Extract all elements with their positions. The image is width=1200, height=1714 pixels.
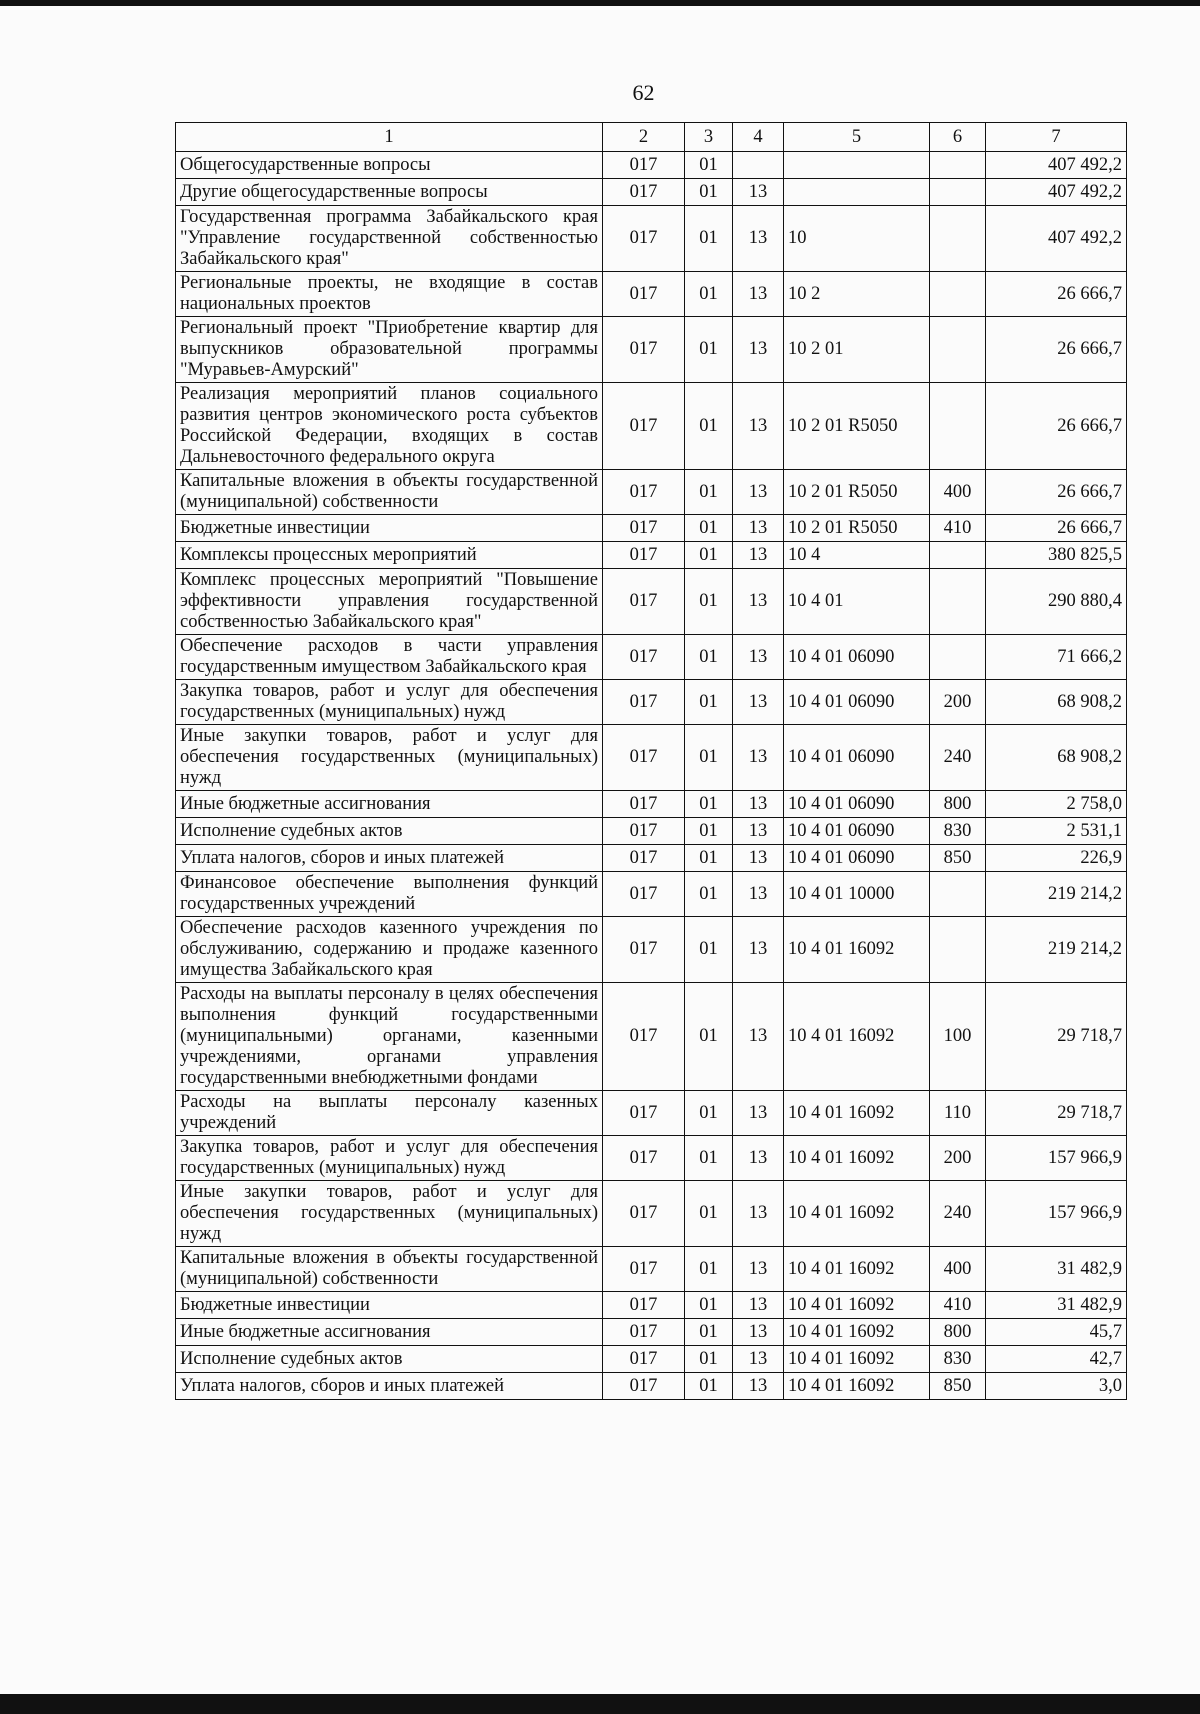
table-row bbox=[176, 383, 1127, 470]
row-name: Бюджетные инвестиции bbox=[176, 515, 603, 542]
table-row bbox=[176, 1181, 1127, 1247]
row-name: Комплекс процессных мероприятий "Повышение эффективности управления государственной собственностью Забайкальского края" bbox=[176, 569, 603, 635]
cell-code-4: 13 bbox=[733, 1292, 784, 1319]
cell-code-2: 017 bbox=[603, 1319, 685, 1346]
row-name: Капитальные вложения в объекты государственной (муниципальной) собственности bbox=[176, 470, 603, 515]
cell-code-4: 13 bbox=[733, 317, 784, 383]
cell-code-5: 10 4 01 10000 bbox=[784, 872, 930, 917]
cell-code-2: 017 bbox=[603, 542, 685, 569]
cell-amount: 29 718,7 bbox=[986, 1091, 1127, 1136]
header-col-6: 6 bbox=[930, 123, 986, 152]
table-row bbox=[176, 1319, 1127, 1346]
cell-amount: 157 966,9 bbox=[986, 1181, 1127, 1247]
cell-code-6 bbox=[930, 569, 986, 635]
cell-code-5: 10 4 01 06090 bbox=[784, 791, 930, 818]
cell-code-2: 017 bbox=[603, 1136, 685, 1181]
cell-code-2: 017 bbox=[603, 1091, 685, 1136]
cell-amount: 2 758,0 bbox=[986, 791, 1127, 818]
cell-amount: 26 666,7 bbox=[986, 383, 1127, 470]
cell-code-5: 10 4 01 bbox=[784, 569, 930, 635]
header-col-3: 3 bbox=[685, 123, 733, 152]
cell-code-3: 01 bbox=[685, 1373, 733, 1400]
cell-code-5: 10 2 01 bbox=[784, 317, 930, 383]
cell-amount: 68 908,2 bbox=[986, 680, 1127, 725]
cell-code-6 bbox=[930, 872, 986, 917]
cell-code-3: 01 bbox=[685, 680, 733, 725]
cell-code-4: 13 bbox=[733, 383, 784, 470]
row-name: Уплата налогов, сборов и иных платежей bbox=[176, 845, 603, 872]
cell-amount: 26 666,7 bbox=[986, 470, 1127, 515]
cell-code-4: 13 bbox=[733, 542, 784, 569]
cell-code-2: 017 bbox=[603, 1373, 685, 1400]
cell-code-2: 017 bbox=[603, 383, 685, 470]
cell-code-2: 017 bbox=[603, 1181, 685, 1247]
row-name: Расходы на выплаты персоналу казенных учреждений bbox=[176, 1091, 603, 1136]
table-row bbox=[176, 515, 1127, 542]
cell-code-4: 13 bbox=[733, 917, 784, 983]
cell-code-2: 017 bbox=[603, 470, 685, 515]
cell-code-5: 10 4 01 16092 bbox=[784, 1091, 930, 1136]
table-row bbox=[176, 179, 1127, 206]
cell-code-5: 10 2 bbox=[784, 272, 930, 317]
cell-code-2: 017 bbox=[603, 917, 685, 983]
cell-code-3: 01 bbox=[685, 818, 733, 845]
row-name: Иные закупки товаров, работ и услуг для обеспечения государственных (муниципальных) нужд bbox=[176, 1181, 603, 1247]
cell-code-3: 01 bbox=[685, 791, 733, 818]
cell-code-2: 017 bbox=[603, 179, 685, 206]
table-row bbox=[176, 1373, 1127, 1400]
cell-code-6 bbox=[930, 272, 986, 317]
cell-amount: 26 666,7 bbox=[986, 317, 1127, 383]
row-name: Реализация мероприятий планов социального развития центров экономического роста субъектов Российской Федерации, входящих в состав Дальневосточного федерального округа bbox=[176, 383, 603, 470]
cell-code-6: 110 bbox=[930, 1091, 986, 1136]
row-name: Иные закупки товаров, работ и услуг для обеспечения государственных (муниципальных) нужд bbox=[176, 725, 603, 791]
cell-amount: 219 214,2 bbox=[986, 917, 1127, 983]
cell-code-5: 10 4 01 16092 bbox=[784, 1136, 930, 1181]
cell-code-2: 017 bbox=[603, 983, 685, 1091]
cell-code-4: 13 bbox=[733, 791, 784, 818]
cell-amount: 2 531,1 bbox=[986, 818, 1127, 845]
cell-code-6 bbox=[930, 317, 986, 383]
cell-code-4: 13 bbox=[733, 872, 784, 917]
cell-code-4: 13 bbox=[733, 845, 784, 872]
cell-code-3: 01 bbox=[685, 383, 733, 470]
cell-code-3: 01 bbox=[685, 1247, 733, 1292]
cell-code-6 bbox=[930, 383, 986, 470]
cell-code-4: 13 bbox=[733, 1136, 784, 1181]
cell-amount: 68 908,2 bbox=[986, 725, 1127, 791]
cell-code-3: 01 bbox=[685, 1181, 733, 1247]
cell-code-5: 10 2 01 R5050 bbox=[784, 515, 930, 542]
cell-code-5 bbox=[784, 152, 930, 179]
header-col-7: 7 bbox=[986, 123, 1127, 152]
table-row bbox=[176, 470, 1127, 515]
cell-amount: 407 492,2 bbox=[986, 206, 1127, 272]
cell-code-2: 017 bbox=[603, 1247, 685, 1292]
budget-table bbox=[175, 122, 1127, 1400]
row-name: Финансовое обеспечение выполнения функций государственных учреждений bbox=[176, 872, 603, 917]
cell-code-6 bbox=[930, 542, 986, 569]
cell-code-6: 200 bbox=[930, 1136, 986, 1181]
cell-code-2: 017 bbox=[603, 725, 685, 791]
cell-code-6 bbox=[930, 635, 986, 680]
cell-code-3: 01 bbox=[685, 542, 733, 569]
cell-code-3: 01 bbox=[685, 725, 733, 791]
cell-code-4: 13 bbox=[733, 635, 784, 680]
row-name: Комплексы процессных мероприятий bbox=[176, 542, 603, 569]
cell-code-3: 01 bbox=[685, 470, 733, 515]
cell-amount: 3,0 bbox=[986, 1373, 1127, 1400]
row-name: Обеспечение расходов в части управления государственным имуществом Забайкальского края bbox=[176, 635, 603, 680]
cell-code-5: 10 4 01 06090 bbox=[784, 725, 930, 791]
row-name: Закупка товаров, работ и услуг для обеспечения государственных (муниципальных) нужд bbox=[176, 1136, 603, 1181]
cell-code-3: 01 bbox=[685, 845, 733, 872]
cell-code-6: 830 bbox=[930, 1346, 986, 1373]
cell-code-5: 10 4 01 16092 bbox=[784, 917, 930, 983]
cell-code-4: 13 bbox=[733, 272, 784, 317]
cell-code-6: 200 bbox=[930, 680, 986, 725]
table-row bbox=[176, 872, 1127, 917]
cell-amount: 219 214,2 bbox=[986, 872, 1127, 917]
cell-amount: 380 825,5 bbox=[986, 542, 1127, 569]
cell-code-4: 13 bbox=[733, 1091, 784, 1136]
cell-code-2: 017 bbox=[603, 791, 685, 818]
cell-code-6: 850 bbox=[930, 845, 986, 872]
cell-amount: 407 492,2 bbox=[986, 179, 1127, 206]
cell-code-4 bbox=[733, 152, 784, 179]
row-name: Общегосударственные вопросы bbox=[176, 152, 603, 179]
cell-amount: 31 482,9 bbox=[986, 1292, 1127, 1319]
cell-code-3: 01 bbox=[685, 1346, 733, 1373]
cell-code-3: 01 bbox=[685, 635, 733, 680]
table-row bbox=[176, 1247, 1127, 1292]
cell-code-6: 410 bbox=[930, 1292, 986, 1319]
cell-code-3: 01 bbox=[685, 1091, 733, 1136]
header-col-1: 1 bbox=[176, 123, 603, 152]
table-body bbox=[176, 152, 1127, 1400]
cell-code-5: 10 4 01 16092 bbox=[784, 1346, 930, 1373]
table-row bbox=[176, 317, 1127, 383]
header-col-4: 4 bbox=[733, 123, 784, 152]
cell-code-2: 017 bbox=[603, 152, 685, 179]
cell-amount: 407 492,2 bbox=[986, 152, 1127, 179]
cell-code-2: 017 bbox=[603, 635, 685, 680]
cell-code-4: 13 bbox=[733, 470, 784, 515]
row-name: Региональные проекты, не входящие в состав национальных проектов bbox=[176, 272, 603, 317]
cell-amount: 42,7 bbox=[986, 1346, 1127, 1373]
cell-code-3: 01 bbox=[685, 1136, 733, 1181]
cell-code-3: 01 bbox=[685, 152, 733, 179]
table-row bbox=[176, 818, 1127, 845]
cell-code-5: 10 4 01 06090 bbox=[784, 818, 930, 845]
cell-code-4: 13 bbox=[733, 1346, 784, 1373]
cell-code-2: 017 bbox=[603, 1346, 685, 1373]
cell-code-6 bbox=[930, 206, 986, 272]
cell-code-3: 01 bbox=[685, 206, 733, 272]
cell-amount: 29 718,7 bbox=[986, 983, 1127, 1091]
cell-code-2: 017 bbox=[603, 317, 685, 383]
cell-code-4: 13 bbox=[733, 818, 784, 845]
cell-amount: 226,9 bbox=[986, 845, 1127, 872]
cell-code-2: 017 bbox=[603, 206, 685, 272]
row-name: Уплата налогов, сборов и иных платежей bbox=[176, 1373, 603, 1400]
cell-code-3: 01 bbox=[685, 1292, 733, 1319]
cell-code-2: 017 bbox=[603, 680, 685, 725]
cell-code-5: 10 2 01 R5050 bbox=[784, 470, 930, 515]
row-name: Региональный проект "Приобретение квартир для выпускников образовательной программы "Муравьев-Амурский" bbox=[176, 317, 603, 383]
cell-code-6: 240 bbox=[930, 725, 986, 791]
table-row bbox=[176, 569, 1127, 635]
cell-code-2: 017 bbox=[603, 515, 685, 542]
cell-code-2: 017 bbox=[603, 818, 685, 845]
cell-code-5 bbox=[784, 179, 930, 206]
cell-code-4: 13 bbox=[733, 569, 784, 635]
cell-code-6: 830 bbox=[930, 818, 986, 845]
cell-code-3: 01 bbox=[685, 872, 733, 917]
cell-code-2: 017 bbox=[603, 1292, 685, 1319]
cell-amount: 26 666,7 bbox=[986, 515, 1127, 542]
table-row bbox=[176, 542, 1127, 569]
cell-code-6 bbox=[930, 152, 986, 179]
cell-code-4: 13 bbox=[733, 725, 784, 791]
cell-code-3: 01 bbox=[685, 272, 733, 317]
row-name: Другие общегосударственные вопросы bbox=[176, 179, 603, 206]
cell-code-5: 10 4 01 06090 bbox=[784, 845, 930, 872]
row-name: Расходы на выплаты персоналу в целях обеспечения выполнения функций государственными (муниципальными) органами, казенными учреждениями, органами управления государственными внебюджетными фондами bbox=[176, 983, 603, 1091]
page-number: 62 bbox=[632, 80, 655, 105]
cell-code-4: 13 bbox=[733, 983, 784, 1091]
cell-code-2: 017 bbox=[603, 872, 685, 917]
cell-code-2: 017 bbox=[603, 845, 685, 872]
cell-code-6 bbox=[930, 179, 986, 206]
cell-code-6: 800 bbox=[930, 1319, 986, 1346]
cell-code-6: 400 bbox=[930, 470, 986, 515]
cell-code-5: 10 4 01 06090 bbox=[784, 680, 930, 725]
cell-code-2: 017 bbox=[603, 569, 685, 635]
row-name: Капитальные вложения в объекты государственной (муниципальной) собственности bbox=[176, 1247, 603, 1292]
cell-code-3: 01 bbox=[685, 1319, 733, 1346]
row-name: Иные бюджетные ассигнования bbox=[176, 791, 603, 818]
cell-amount: 157 966,9 bbox=[986, 1136, 1127, 1181]
cell-code-5: 10 bbox=[784, 206, 930, 272]
cell-code-5: 10 4 01 06090 bbox=[784, 635, 930, 680]
scan-bottom-border bbox=[0, 1694, 1200, 1714]
cell-code-3: 01 bbox=[685, 179, 733, 206]
cell-code-4: 13 bbox=[733, 1181, 784, 1247]
cell-code-4: 13 bbox=[733, 179, 784, 206]
cell-code-5: 10 4 01 16092 bbox=[784, 1181, 930, 1247]
table-header-row bbox=[176, 123, 1127, 152]
cell-code-5: 10 4 01 16092 bbox=[784, 1373, 930, 1400]
table-row bbox=[176, 1346, 1127, 1373]
cell-code-4: 13 bbox=[733, 1373, 784, 1400]
row-name: Бюджетные инвестиции bbox=[176, 1292, 603, 1319]
cell-code-3: 01 bbox=[685, 317, 733, 383]
cell-code-6: 240 bbox=[930, 1181, 986, 1247]
table-row bbox=[176, 272, 1127, 317]
cell-code-3: 01 bbox=[685, 917, 733, 983]
table-row bbox=[176, 1091, 1127, 1136]
scan-top-border bbox=[0, 0, 1200, 6]
cell-code-6: 400 bbox=[930, 1247, 986, 1292]
cell-code-6: 410 bbox=[930, 515, 986, 542]
cell-code-5: 10 4 01 16092 bbox=[784, 1319, 930, 1346]
row-name: Иные бюджетные ассигнования bbox=[176, 1319, 603, 1346]
table-row bbox=[176, 917, 1127, 983]
table-row bbox=[176, 845, 1127, 872]
cell-code-6: 100 bbox=[930, 983, 986, 1091]
cell-code-5: 10 4 01 16092 bbox=[784, 1247, 930, 1292]
cell-code-3: 01 bbox=[685, 569, 733, 635]
row-name: Обеспечение расходов казенного учреждения по обслуживанию, содержанию и продаже казенного имущества Забайкальского края bbox=[176, 917, 603, 983]
table-row bbox=[176, 635, 1127, 680]
table-row bbox=[176, 1136, 1127, 1181]
cell-code-2: 017 bbox=[603, 272, 685, 317]
cell-code-4: 13 bbox=[733, 680, 784, 725]
header-col-5: 5 bbox=[784, 123, 930, 152]
cell-code-5: 10 4 01 16092 bbox=[784, 983, 930, 1091]
cell-code-5: 10 4 01 16092 bbox=[784, 1292, 930, 1319]
row-name: Закупка товаров, работ и услуг для обеспечения государственных (муниципальных) нужд bbox=[176, 680, 603, 725]
cell-amount: 290 880,4 bbox=[986, 569, 1127, 635]
table-row bbox=[176, 725, 1127, 791]
cell-code-3: 01 bbox=[685, 515, 733, 542]
row-name: Государственная программа Забайкальского края "Управление государственной собственностью Забайкальского края" bbox=[176, 206, 603, 272]
cell-code-4: 13 bbox=[733, 1319, 784, 1346]
table-row bbox=[176, 791, 1127, 818]
cell-code-4: 13 bbox=[733, 515, 784, 542]
cell-amount: 31 482,9 bbox=[986, 1247, 1127, 1292]
table-row bbox=[176, 983, 1127, 1091]
table-row bbox=[176, 152, 1127, 179]
cell-code-5: 10 4 bbox=[784, 542, 930, 569]
header-col-2: 2 bbox=[603, 123, 685, 152]
cell-amount: 45,7 bbox=[986, 1319, 1127, 1346]
cell-code-6: 800 bbox=[930, 791, 986, 818]
cell-code-3: 01 bbox=[685, 983, 733, 1091]
table-row bbox=[176, 206, 1127, 272]
cell-code-6: 850 bbox=[930, 1373, 986, 1400]
cell-code-4: 13 bbox=[733, 1247, 784, 1292]
cell-amount: 26 666,7 bbox=[986, 272, 1127, 317]
cell-code-6 bbox=[930, 917, 986, 983]
cell-code-4: 13 bbox=[733, 206, 784, 272]
table-row bbox=[176, 1292, 1127, 1319]
cell-code-5: 10 2 01 R5050 bbox=[784, 383, 930, 470]
row-name: Исполнение судебных актов bbox=[176, 1346, 603, 1373]
cell-amount: 71 666,2 bbox=[986, 635, 1127, 680]
table-row bbox=[176, 680, 1127, 725]
row-name: Исполнение судебных актов bbox=[176, 818, 603, 845]
